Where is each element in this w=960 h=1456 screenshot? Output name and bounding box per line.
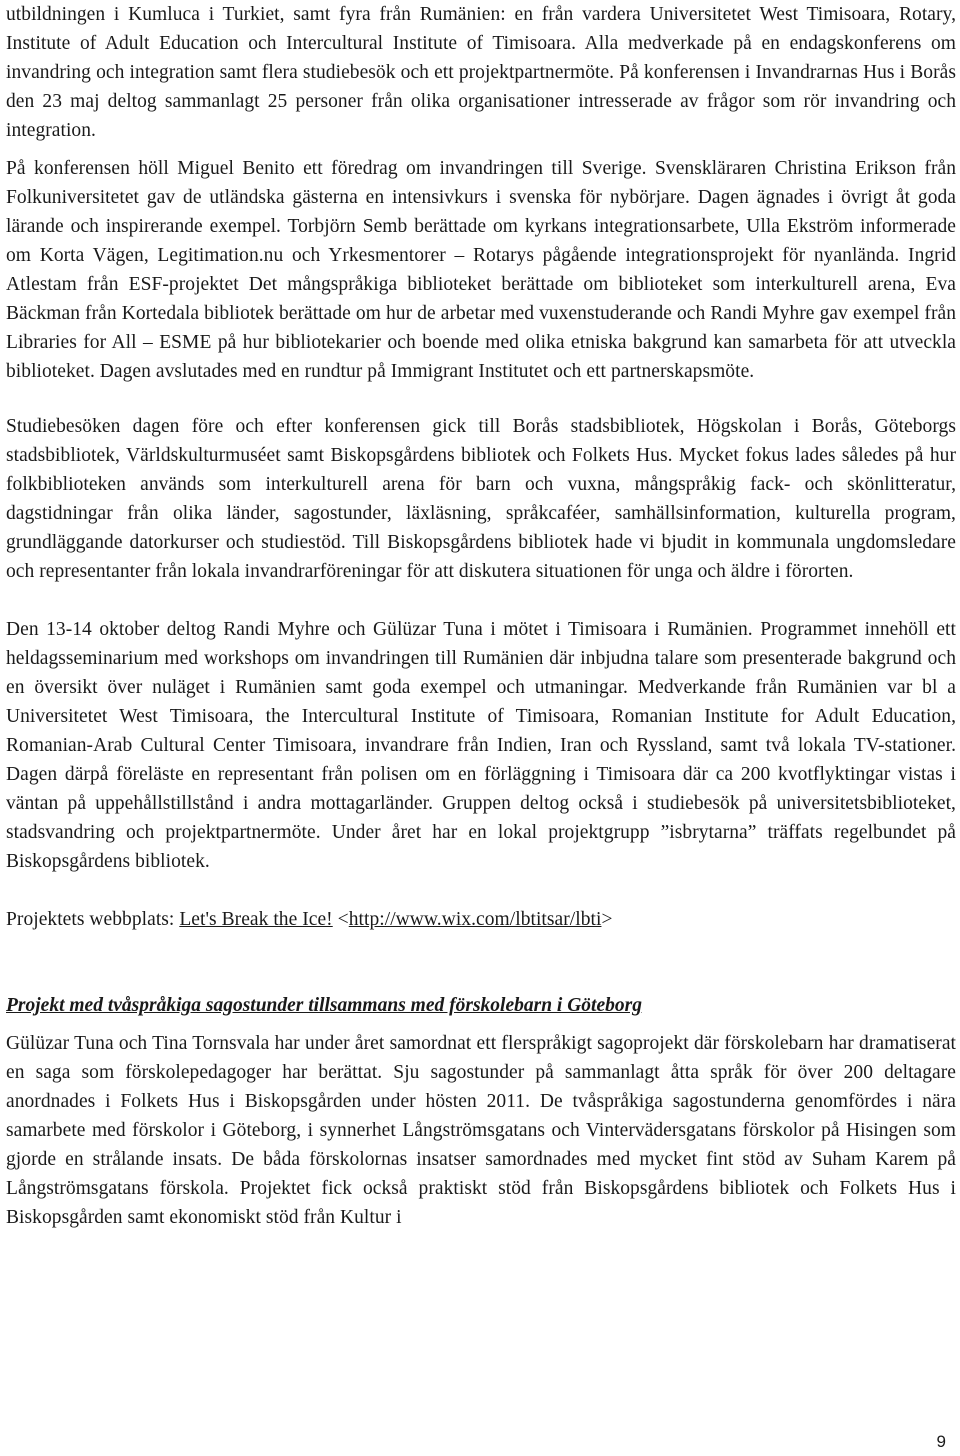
page-number: 9: [936, 1432, 946, 1451]
section-heading: Projekt med tvåspråkiga sagostunder tillsammans med förskolebarn i Göteborg: [6, 995, 642, 1016]
project-website-link[interactable]: Let's Break the Ice!: [179, 909, 333, 930]
paragraph-conference-program: På konferensen höll Miguel Benito ett föredrag om invandringen till Sverige. Svenskläraren Christina Erikson från Folkuniversitetet gav de utländska gästerna en intensivkurs i svenska för nybörjare. Dagen ägnades i övrigt åt goda lärande och inspirerande exempel. Torbjörn Semb berättade om kyrkans integrationsarbete, Ulla Ekström informerade om Korta Vägen, Legitimation.nu och Yrkesmentorer – Rotarys pågående integrationsprojekt för nyanlända. Ingrid Atlestam från ESF-projektet Det mångspråkiga biblioteket berättade om biblioteket som interkulturell arena, Eva Bäckman från Kortedala bibliotek berättade om hur de arbetar med vuxenstuderande och Randi Myhre gav exempel från Libraries for All – ESME på hur bibliotekarier och boende med olika etniska bakgrund kan samarbeta för att utveckla biblioteket. Dagen avslutades med en rundtur på Immigrant Institutet och ett partnerskapsmöte.: [6, 158, 956, 382]
website-bracket-open: <: [332, 909, 349, 930]
paragraph-study-visits: Studiebesöken dagen före och efter konferensen gick till Borås stadsbibliotek, Högskolan i Borås, Göteborgs stadsbibliotek, Världskulturmuséet samt Biskopsgårdens bibliotek och Folkets Hus. Mycket fokus lades således på hur folkbiblioteken används som interkulturell arena för barn och vuxna, mångspråkig fack- och skönlitteratur, dagstidningar från olika länder, sagostunder, läxläsning, språkcaféer, samhällsinformation, kulturella program, grundläggande datorkurser och studiestöd. Till Biskopsgårdens bibliotek hade vi bjudit in kommunala ungdomsledare och representanter från lokala invandrarföreningar för att diskutera situationen för unga och äldre i förorten.: [6, 416, 956, 582]
website-bracket-close: >: [601, 909, 613, 930]
project-url-link[interactable]: http://www.wix.com/lbtitsar/lbti: [348, 909, 602, 930]
paragraph-timisoara-meeting: Den 13-14 oktober deltog Randi Myhre och Gülüzar Tuna i mötet i Timisoara i Rumänien. Programmet innehöll ett heldagsseminarium med workshops om invandringen till Rumänien där inbjudna talare som presenterade bakgrund och en översikt över nuläget i Rumänien samt goda exempel och utmaningar. Medverkande från Rumänien var bl a Universitetet West Timisoara, the Intercultural Institute of Timisoara, Romanian Institute for Adult Education, Romanian-Arab Cultural Center Timisoara, invandrare från Indien, Iran och Ryssland, samt två lokala TV-stationer. Dagen därpå föreläste en representant från polisen om en förläggning i Timisoara där ca 200 kvotflyktingar vistas i väntan på uppehållstillstånd i andra mottagarländer. Gruppen deltog också i studiebesök på universitetsbiblioteket, stadsvandring och projektpartnermöte. Under året har en lokal projektgrupp ”isbrytarna” träffats regelbundet på Biskopsgårdens bibliotek.: [6, 619, 956, 872]
website-line: [6, 905, 956, 934]
document-page: [6, 0, 956, 1232]
website-prefix: Projektets webbplats:: [6, 909, 180, 930]
paragraph-conference-intro: utbildningen i Kumluca i Turkiet, samt fyra från Rumänien: en från vardera Universitetet West Timisoara, Rotary, Institute of Adult Education och Intercultural Institute of Timisoara. Alla medverkade på en endagskonferens om invandring och integration samt flera studiebesök och ett projektpartnermöte. På konferensen i Invandrarnas Hus i Borås den 23 maj deltog sammanlagt 25 personer från olika organisationer intresserade av frågor som rör invandring och integration.: [6, 4, 956, 141]
paragraph-storytelling-project: Gülüzar Tuna och Tina Tornsvala har under året samordnat ett flerspråkigt sagoprojekt där förskolebarn har dramatiserat en saga som förskolepedagoger har berättat. Sju sagostunder på sammanlagt åtta språk för över 200 deltagare anordnades i Folkets Hus i Biskopsgården under hösten 2011. De tvåspråkiga sagostunderna genomfördes i nära samarbete med förskolor i Göteborg, i synnerhet Långströmsgatans och Vintervädersgatans förskolor på Hisingen som gjorde en strålande insats. De båda förskolornas insatser samordnades med mycket fint stöd av Suham Karem på Långströmsgatans förskola. Projektet fick också praktiskt stöd från Biskopsgårdens bibliotek och Folkets Hus i Biskopsgården samt ekonomiskt stöd från Kultur i: [6, 1033, 956, 1228]
